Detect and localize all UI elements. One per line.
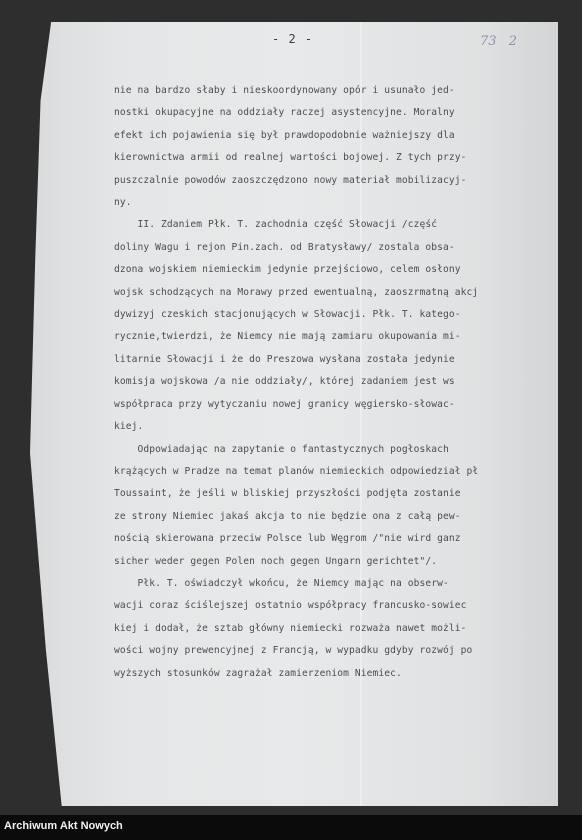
text-line: kierownictwa armii od realnej wartości bojowej. Z tych przy- — [114, 152, 467, 164]
text-line: wojsk schodzących na Morawy przed ewentualną, zaoszrmatną akcj — [114, 286, 479, 298]
text-line: współpraca przy wytyczaniu nowej granicy węgiersko-słowac- — [114, 398, 455, 410]
text-line: wyższych stosunków zagrażał zamierzeniom Niemiec. — [114, 667, 402, 679]
text-line: II. Zdaniem Płk. T. zachodnia część Słowacji /część — [114, 219, 438, 231]
text-line: rycznie,twierdzi, że Niemcy nie mają zamiaru okupowania mi- — [114, 331, 461, 343]
text-line: kiej i dodał, że sztab główny niemiecki rozważa nawet możli- — [114, 622, 467, 634]
page-number: - 2 - — [272, 32, 314, 46]
text-line: litarnie Słowacji i że do Preszowa wysłana została jedynie — [114, 353, 455, 365]
archive-mark: 2 — [508, 34, 517, 49]
text-line: wości wojny prewencyjnej z Francją, w wypadku gdyby rozwój po — [114, 645, 473, 657]
typed-text-body — [114, 80, 542, 685]
text-line: Odpowiadając na zapytanie o fantastycznych pogłoskach — [114, 443, 449, 455]
text-line: puszczalnie powodów zaoszczędzono nowy materiał mobilizacyj- — [114, 174, 467, 186]
text-line: wacji coraz ściślejszej ostatnio współpracy francusko-sowiec — [114, 600, 467, 612]
archive-pencil-marks — [480, 34, 525, 49]
text-line: dzona wojskiem niemieckim jedynie przejściowo, celem osłony — [114, 264, 461, 276]
text-line: ny. — [114, 197, 132, 209]
text-line: komisja wojskowa /a nie oddziały/, której zadaniem jest ws — [114, 376, 455, 388]
text-line: kiej. — [114, 421, 144, 433]
text-line: efekt ich pojawienia się był prawdopodobnie ważniejszy dla — [114, 129, 455, 141]
text-line: krążących w Pradze na temat planów niemieckich odpowiedział pł — [114, 465, 479, 477]
text-line: Płk. T. oświadczył wkońcu, że Niemcy mając na obserw- — [114, 577, 449, 589]
text-line: dywizyj czeskich stacjonujących w Słowacji. Płk. T. katego- — [114, 309, 461, 321]
text-line: sicher weder gegen Polen noch gegen Ungarn gerichtet"/. — [114, 555, 438, 567]
text-line: ze strony Niemiec jakaś akcja to nie będzie ona z całą pew- — [114, 510, 461, 522]
archive-name: Archiwum Akt Nowych — [4, 820, 123, 832]
text-line: doliny Wagu i rejon Pin.zach. od Bratysławy/ zostala obsa- — [114, 241, 455, 253]
text-line: nostki okupacyjne na oddziały raczej asystencyjne. Moralny — [114, 107, 455, 119]
text-line: nością skierowana przeciw Polsce lub Węgrom /"nie wird ganz — [114, 533, 461, 545]
archive-footer-bar — [0, 815, 582, 840]
archive-mark: 73 — [480, 34, 497, 49]
text-line: nie na bardzo słaby i nieskoordynowany opór i usunało jed- — [114, 85, 455, 96]
text-line: Toussaint, że jeśli w bliskiej przyszłości podjęta zostanie — [114, 488, 461, 500]
